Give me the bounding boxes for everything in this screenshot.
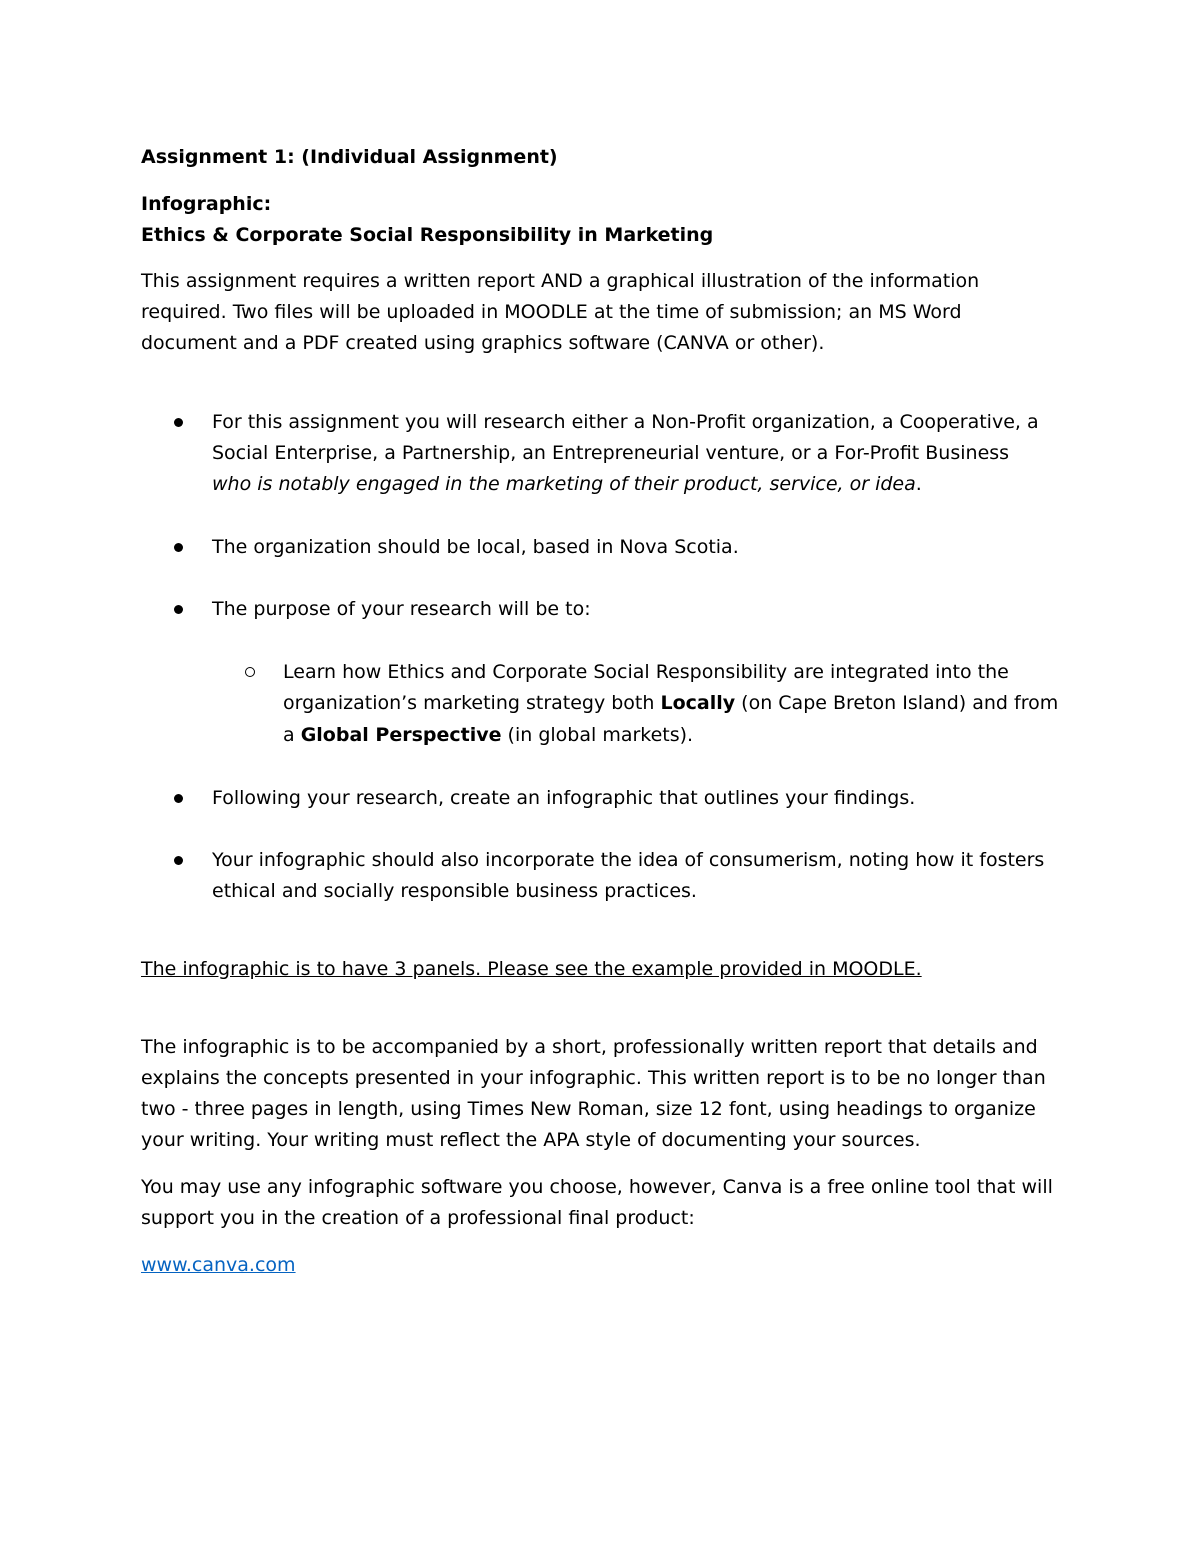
bullet-2: The organization should be local, based in Nova Scotia. (212, 536, 739, 558)
circle-bullet-icon (245, 667, 255, 677)
sub-bullet-line-3 (283, 723, 693, 747)
sub-l2-pre: organization’s marketing strategy both (283, 692, 661, 714)
infographic-heading: Infographic: (141, 193, 272, 215)
bullet-icon (174, 605, 183, 614)
sub-bullet-line-1: Learn how Ethics and Corporate Social Responsibility are integrated into the (283, 661, 1009, 683)
software-line-2: support you in the creation of a professional final product: (141, 1207, 695, 1229)
sub-l3-post: (in global markets). (501, 724, 694, 746)
bullet-1-line-1: For this assignment you will research either a Non-Profit organization, a Cooperative, a (212, 411, 1039, 433)
bullet-1-line-2: Social Enterprise, a Partnership, an Entrepreneurial venture, or a For-Profit Business (212, 442, 1010, 464)
sub-l2-bold: Locally (660, 692, 736, 714)
bullet-icon (174, 543, 183, 552)
bullet-4: Following your research, create an infographic that outlines your findings. (212, 787, 916, 809)
sub-l3-bold: Global Perspective (300, 724, 502, 746)
topic-heading: Ethics & Corporate Social Responsibility in Marketing (141, 224, 714, 246)
bullet-icon (174, 794, 183, 803)
canva-link[interactable]: www.canva.com (141, 1254, 296, 1276)
bullet-icon (174, 856, 183, 865)
bullet-1-italic: who is notably engaged in the marketing of their product, service, or idea (212, 473, 916, 495)
sub-l2-post: (on Cape Breton Island) and from (735, 692, 1059, 714)
bullet-1-line-3 (212, 472, 922, 496)
sub-bullet-line-2 (283, 691, 1058, 715)
assignment-title: Assignment 1: (Individual Assignment) (141, 146, 558, 168)
panels-note: The infographic is to have 3 panels. Please see the example provided in MOODLE. (141, 958, 922, 980)
intro-line-1: This assignment requires a written report AND a graphical illustration of the information (141, 270, 980, 292)
intro-line-3: document and a PDF created using graphics software (CANVA or other). (141, 332, 825, 354)
bullet-3: The purpose of your research will be to: (212, 598, 591, 620)
intro-line-2: required. Two files will be uploaded in MOODLE at the time of submission; an MS Word (141, 301, 962, 323)
software-line-1: You may use any infographic software you choose, however, Canva is a free online tool that will (141, 1176, 1053, 1198)
report-line-1: The infographic is to be accompanied by a short, professionally written report that details and (141, 1036, 1038, 1058)
report-line-3: two - three pages in length, using Times New Roman, size 12 font, using headings to organize (141, 1098, 1036, 1120)
bullet-1-period: . (915, 473, 922, 495)
bullet-5-line-2: ethical and socially responsible business practices. (212, 880, 697, 902)
report-line-4: your writing. Your writing must reflect the APA style of documenting your sources. (141, 1129, 921, 1151)
bullet-icon (174, 418, 183, 427)
bullet-5-line-1: Your infographic should also incorporate the idea of consumerism, noting how it fosters (212, 849, 1045, 871)
sub-l3-pre: a (283, 724, 301, 746)
report-line-2: explains the concepts presented in your infographic. This written report is to be no longer than (141, 1067, 1046, 1089)
